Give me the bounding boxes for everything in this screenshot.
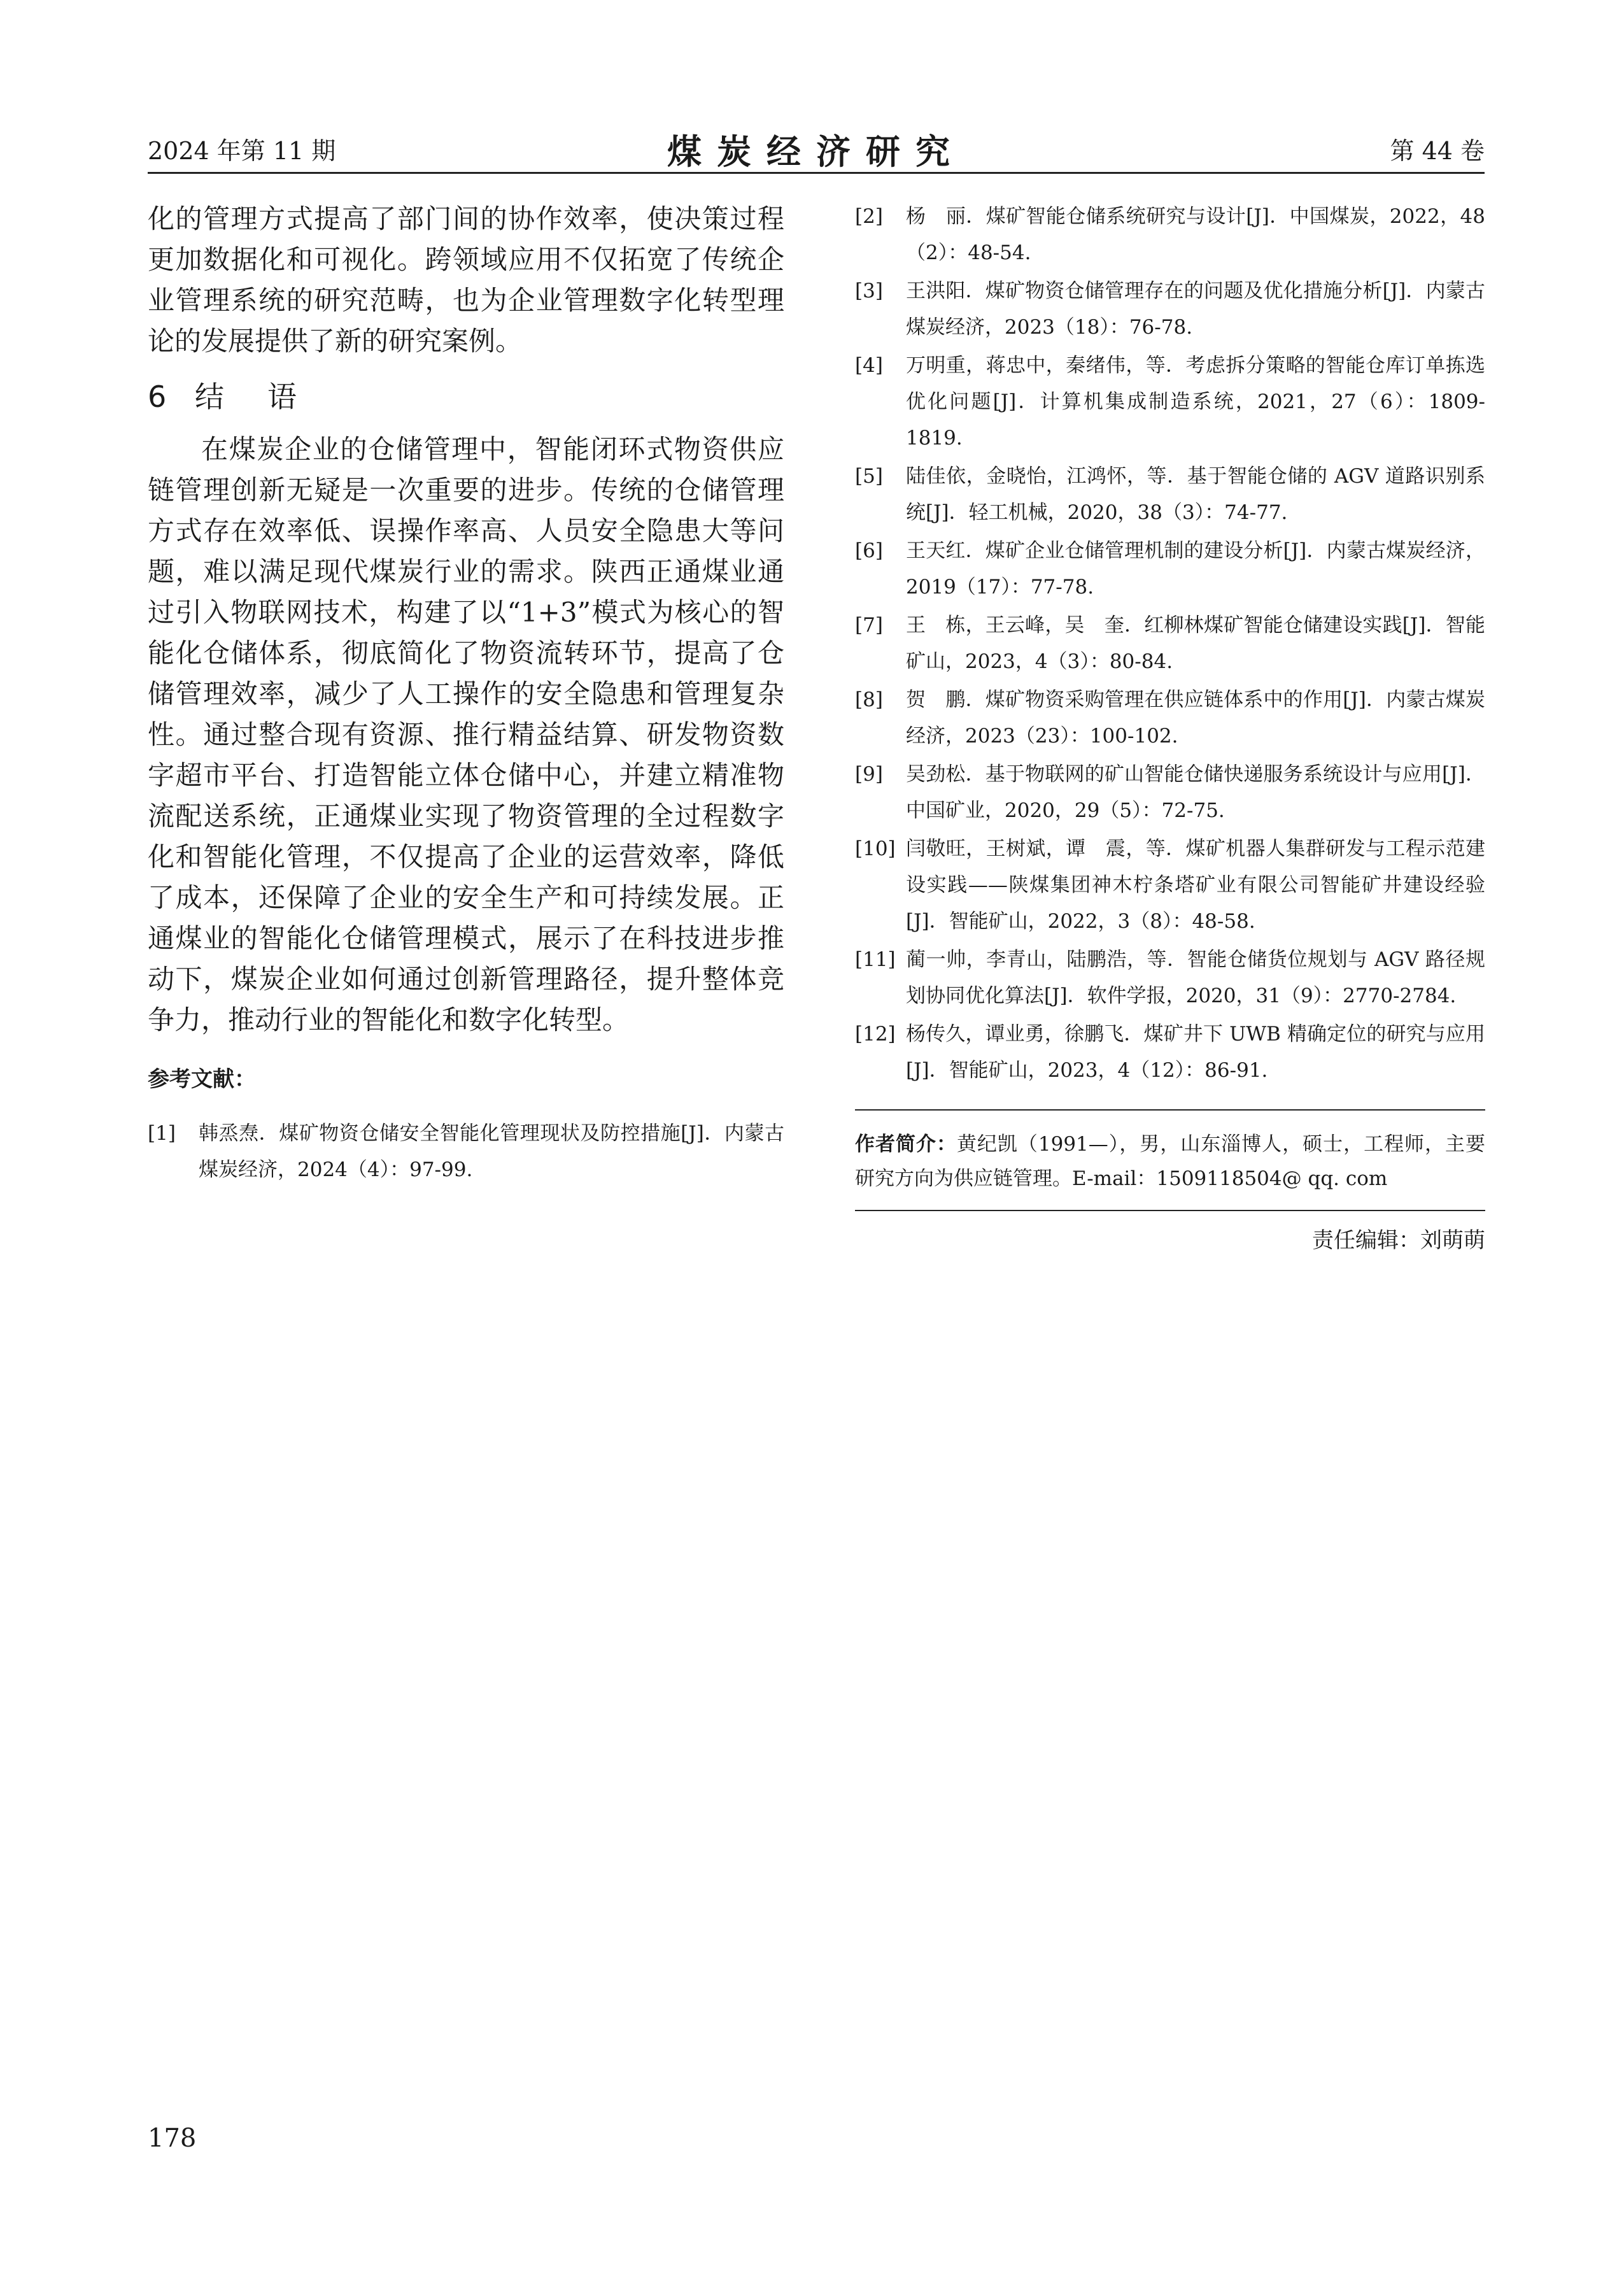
reference-number: [6]	[855, 539, 883, 562]
author-note-rule-top	[855, 1109, 1485, 1111]
reference-text: 万明重，蒋忠中，秦绪伟，等．考虑拆分策略的智能仓库订单拣选优化问题[J]．计算机集成制造系统，2021，27（6）：1809-1819.	[906, 354, 1485, 450]
reference-number: [12]	[855, 1023, 896, 1046]
section-number: 6	[148, 380, 167, 414]
reference-item	[855, 273, 1485, 346]
responsible-editor: 责任编辑：刘萌萌	[1312, 1228, 1485, 1253]
intro-paragraph: 化的管理方式提高了部门间的协作效率，使决策过程更加数据化和可视化。跨领域应用不仅拓宽了传统企业管理系统的研究范畴，也为企业管理数字化转型理论的发展提供了新的研究案例。	[148, 203, 784, 357]
page-number: 178	[148, 2124, 197, 2153]
reference-item	[855, 458, 1485, 531]
reference-number: [5]	[855, 465, 883, 488]
reference-text: 闫敬旺，王树斌，谭 震，等．煤矿机器人集群研发与工程示范建设实践——陕煤集团神木柠条塔矿业有限公司智能矿井建设经验[J]．智能矿山，2022，3（8）：48-58.	[906, 837, 1485, 933]
reference-number: [9]	[855, 763, 883, 786]
reference-number: [3]	[855, 280, 883, 302]
reference-item	[855, 199, 1485, 271]
reference-number: [2]	[855, 205, 883, 228]
author-note-text: 黄纪凯（1991—），男，山东淄博人，硕士，工程师，主要研究方向为供应链管理。E-mail：1509118504@ qq. com	[855, 1133, 1486, 1190]
reference-text: 蔺一帅，李青山，陆鹏浩，等．智能仓储货位规划与 AGV 路径规划协同优化算法[J]．软件学报，2020，31（9）：2770-2784.	[906, 948, 1485, 1007]
reference-item	[855, 533, 1485, 606]
reference-item	[855, 348, 1485, 457]
page-header	[148, 125, 1485, 172]
reference-text: 杨传久，谭业勇，徐鹏飞．煤矿井下 UWB 精确定位的研究与应用[J]．智能矿山，2023，4（12）：86-91.	[906, 1023, 1485, 1082]
reference-item	[855, 756, 1485, 829]
reference-text: 王洪阳．煤矿物资仓储管理存在的问题及优化措施分析[J]．内蒙古煤炭经济，2023（18）：76-78.	[906, 280, 1485, 339]
reference-number: [10]	[855, 837, 896, 860]
reference-item	[855, 1016, 1485, 1089]
reference-text: 王天红．煤矿企业仓储管理机制的建设分析[J]．内蒙古煤炭经济，2019（17）：77-78.	[906, 539, 1485, 599]
author-note-label: 作者简介：	[855, 1133, 957, 1156]
section-title: 结语	[195, 380, 340, 414]
reference-number: [8]	[855, 688, 883, 711]
left-column	[148, 199, 784, 1190]
header-rule	[148, 172, 1485, 174]
reference-item	[855, 607, 1485, 680]
author-note	[855, 1127, 1485, 1196]
reference-text: 王 栋，王云峰，吴 奎．红柳林煤矿智能仓储建设实践[J]．智能矿山，2023，4（3）：80-84.	[906, 614, 1485, 673]
reference-number: [1]	[148, 1122, 176, 1145]
issue-label: 2024 年第 11 期	[148, 137, 336, 165]
reference-text: 陆佳依，金晓怡，江鸿怀，等．基于智能仓储的 AGV 道路识别系统[J]．轻工机械，2020，38（3）：74-77.	[906, 465, 1485, 524]
references-heading: 参考文献：	[148, 1067, 256, 1092]
volume-label: 第 44 卷	[1390, 137, 1485, 165]
reference-item	[855, 942, 1485, 1014]
reference-text: 杨 丽．煤矿智能仓储系统研究与设计[J]．中国煤炭，2022，48（2）：48-54.	[906, 205, 1485, 264]
reference-number: [11]	[855, 948, 896, 971]
journal-title: 煤炭经济研究	[667, 131, 965, 172]
section-heading	[148, 369, 784, 424]
author-note-rule-bottom	[855, 1210, 1485, 1211]
reference-item	[855, 682, 1485, 755]
reference-item	[855, 831, 1485, 940]
right-column	[855, 199, 1485, 1256]
conclusion-paragraph: 在煤炭企业的仓储管理中，智能闭环式物资供应链管理创新无疑是一次重要的进步。传统的仓储管理方式存在效率低、误操作率高、人员安全隐患大等问题，难以满足现代煤炭行业的需求。陕西正通煤业通过引入物联网技术，构建了以“1+3”模式为核心的智能化仓储体系，彻底简化了物资流转环节，提高了仓储管理效率，减少了人工操作的安全隐患和管理复杂性。通过整合现有资源、推行精益结算、研发物资数字超市平台、打造智能立体仓储中心，并建立精准物流配送系统，正通煤业实现了物资管理的全过程数字化和智能化管理，不仅提高了企业的运营效率，降低了成本，还保障了企业的安全生产和可持续发展。正通煤业的智能化仓储管理模式，展示了在科技进步推动下，煤炭企业如何通过创新管理路径，提升整体竞争力，推动行业的智能化和数字化转型。	[148, 434, 784, 1035]
reference-text: 韩烝焘．煤矿物资仓储安全智能化管理现状及防控措施[J]．内蒙古煤炭经济，2024（4）：97-99.	[199, 1122, 784, 1181]
reference-item	[148, 1116, 784, 1188]
reference-text: 吴劲松．基于物联网的矿山智能仓储快递服务系统设计与应用[J]．中国矿业，2020，29（5）：72-75.	[906, 763, 1485, 822]
reference-text: 贺 鹏．煤矿物资采购管理在供应链体系中的作用[J]．内蒙古煤炭经济，2023（23）：100-102.	[906, 688, 1485, 748]
reference-number: [4]	[855, 354, 883, 377]
reference-number: [7]	[855, 614, 883, 637]
